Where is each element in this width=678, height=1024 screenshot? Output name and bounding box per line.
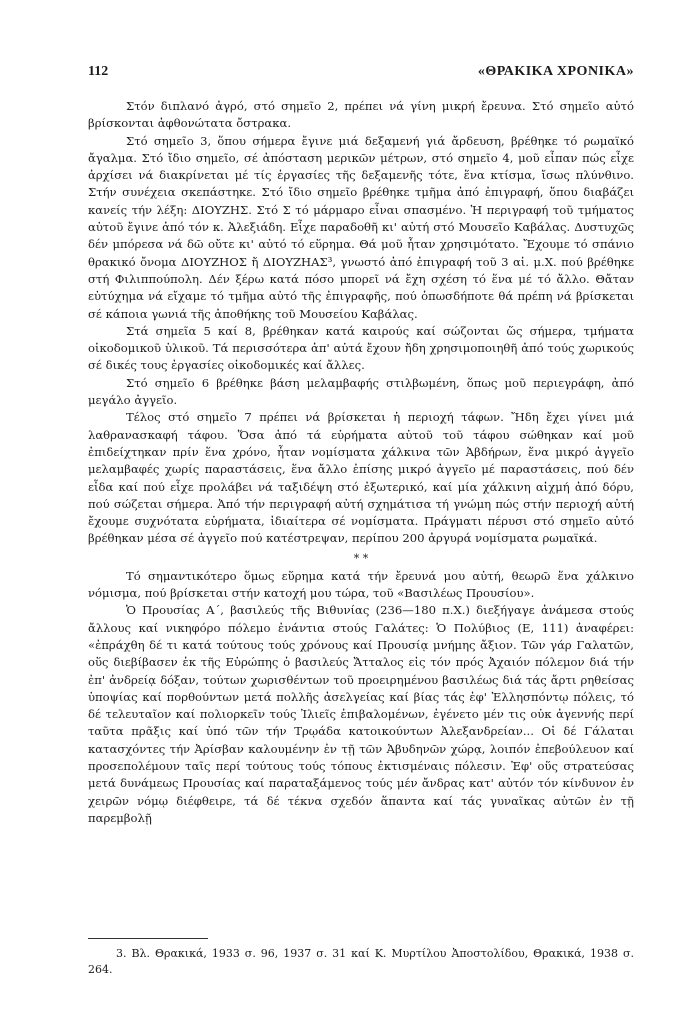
section-separator: * * [353, 551, 369, 565]
main-text [88, 98, 634, 827]
paragraph: Στά σημεῖα 5 καί 8, βρέθηκαν κατά καιρούς καί σώζονται ὥς σήμερα, τμήματα οἰκοδομικοῦ ὑλικοῦ. Τά περισσότερα ἀπ' αὐτά ἔχουν ἤδη χρησιμοποιηθῆ ἀπό τούς χωρικούς σέ δικές τους ἐργασίες οἰκοδομικές καί ἄλλες. [88, 323, 634, 373]
page-header [88, 64, 634, 84]
footnote [88, 946, 634, 978]
paragraph: Τέλος στό σημεῖο 7 πρέπει νά βρίσκεται ἡ περιοχή τάφων. Ἤδη ἔχει γίνει μιά λαθρανασκαφή τάφου. Ὅσα ἀπό τά εὑρήματα αὐτοῦ τοῦ τάφου σώθηκαν καί μοῦ ἐπιδείχτηκαν πρίν ἕνα χρόνο, ἦταν νομίσματα χάλκινα τῶν Ἀβδήρων, ἕνα μικρό ἀγγεῖο μελαμβαφές χωρίς παραστάσεις, ἕνα ἄλλο ἐπίσης μικρό ἀγγεῖο μέ παραστάσεις, πού δέν εἶδα καί πού εἶχε προλάβει νά ταξιδέψη στό ἐξωτερικό, καί μία χάλκινη αἰχμή ἀπό δόρυ, πού σώζεται σήμερα. Ἀπό τήν περιγραφή αὐτή σχημάτισα τή γνώμη πώς στήν περιοχή αὐτή ἔχουμε συχνότατα εὑρήματα, ἰδιαίτερα σέ νομίσματα. Πράγματι πέρυσι στό σημεῖο αὐτό βρέθηκαν μέσα σέ ἀγγεῖο πού κατέστρεψαν, περίπου 200 ἀργυρά νομίσματα ρωμαϊκά. [88, 410, 634, 546]
paragraph: Τό σημαντικότερο ὅμως εὕρημα κατά τήν ἔρευνά μου αὐτή, θεωρῶ ἕνα χάλκινο νόμισμα, πού βρίσκεται στήν κατοχή μου τώρα, τοῦ «Βασιλέως Προυσίου». [88, 568, 634, 601]
paragraph: Στό σημεῖο 6 βρέθηκε βάση μελαμβαφής στιλβωμένη, ὅπως μοῦ περιεγράφη, ἀπό μεγάλο ἀγγεῖο. [88, 375, 634, 408]
paragraph: Στό σημεῖο 3, ὅπου σήμερα ἔγινε μιά δεξαμενή γιά ἄρδευση, βρέθηκε τό ρωμαϊκό ἄγαλμα. Στό ἴδιο σημεῖο, σέ ἀπόσταση μερικῶν μέτρων, στό σημεῖο 4, μοῦ εἶπαν πώς εἶχε ἀρχίσει νά διακρίνεται μέ τίς ἐργασίες τῆς δεξαμενῆς τότε, ἕνα κτίσμα, ἴσως πλύνθινο. Στήν συνέχεια σκεπάστηκε. Στό ἴδιο σημεῖο βρέθηκε τμῆμα ἀπό ἐπιγραφή, ὅπου διαβάζει κανείς τήν λέξη: ΔΙΟΥΖΗΣ. Στό Σ τό μάρμαρο εἶναι σπασμένο. Ἡ περιγραφή τοῦ τμήματος αὐτοῦ ἔγινε ἀπό τόν κ. Ἀλεξιάδη. Εἶχε παραδοθῆ κι' αὐτή στό Μουσεῖο Καβάλας. Δυστυχῶς δέν μπόρεσα νά δῶ οὔτε κι' αὐτό τό εὕρημα. Θά μοῦ ἦταν χρησιμότατο. Ἔχουμε τό σπάνιο θρακικό ὄνομα ΔΙΟΥΖΗΟΣ ἤ ΔΙΟΥΖΗΑΣ³, γνωστό ἀπό ἐπιγραφή τοῦ 3 αἰ. μ.Χ. πού βρέθηκε στή Φιλιππούπολη. Δέν ξέρω κατά πόσο μπορεῖ νά ἔχη σχέση τό ἕνα μέ τό ἄλλο. Θἄταν εὐτύχημα νά εἴχαμε τό τμῆμα αὐτό τῆς ἐπιγραφῆς, πού ὁπωσδήποτε θά πρέπη νά βρίσκεται σέ κάποια γωνιά τῆς ἀποθήκης τοῦ Μουσείου Καβάλας. [88, 133, 634, 321]
footnote-text: 3. Βλ. Θρακικά, 1933 σ. 96, 1937 σ. 31 καί Κ. Μυρτίλου Ἀποστολίδου, Θρακικά, 1938 σ. 264. [88, 947, 634, 976]
running-title: «ΘΡΑΚΙΚΑ ΧΡΟΝΙΚΑ» [477, 64, 634, 79]
paragraph: Στόν διπλανό ἀγρό, στό σημεῖο 2, πρέπει νά γίνη μικρή ἔρευνα. Στό σημεῖο αὐτό βρίσκονται ἀφθονώτατα ὄστρακα. [88, 99, 634, 131]
paragraph: Ὁ Προυσίας Α΄, βασιλεύς τῆς Βιθυνίας (236—180 π.Χ.) διεξήγαγε ἀνάμεσα στούς ἄλλους καί νικηφόρο πόλεμο ἐνάντια στούς Γαλάτες: Ὁ Πολύβιος (Ε, 111) ἀναφέρει: «ἐπράχθη δέ τι κατά τούτους τούς χρόνους καί Προυσίᾳ μνήμης ἄξιον. Τῶν γάρ Γαλατῶν, οὕς διεβίβασεν ἐκ τῆς Εὐρώπης ὁ βασιλεύς Ἄτταλος εἰς τόν πρός Ἀχαιόν πόλεμον διά τήν ἐπ' ἀνδρείᾳ δόξαν, τούτων χωρισθέντων τοῦ προειρημένου βασιλέως διά τάς ἄρτι ρηθείσας ὑποψίας καί πορθούντων μετά πολλῆς ἀσελγείας καί βίας τάς ἐφ' Ἑλλησπόντῳ πόλεις, τό δέ τελευταῖον καί πολιορκεῖν τούς Ἰλιεῖς ἐπιβαλομένων, ἐγένετο μέν τις οὐκ ἀγεννής περί ταῦτα πρᾶξις καί ὑπό τῶν τήν Τρῳάδα κατοικούντων Ἀλεξανδρείαν... Οἱ δέ Γάλαται κατασχόντες τήν Ἀρίσβαν καλουμένην ἐν τῇ τῶν Ἀβυδηνῶν χώρᾳ, λοιπόν ἐπεβούλευον καί προσεπολέμουν ταῖς περί τούτους τούς τόπους ἐκτισμέναις πόλεσιν. Ἐφ' οὕς στρατεύσας μετά δυνάμεως Προυσίας καί παραταξάμενος τούς μέν ἄνδρας κατ' αὐτόν τόν κίνδυνον ἐν χειρῶν νόμῳ διέφθειρε, τά δέ τέκνα σχεδόν ἅπαντα καί τάς γυναῖκας αὐτῶν ἐν τῇ παρεμβολῇ [88, 603, 634, 825]
page-number: 112 [88, 64, 109, 79]
footnote-rule [88, 938, 208, 939]
